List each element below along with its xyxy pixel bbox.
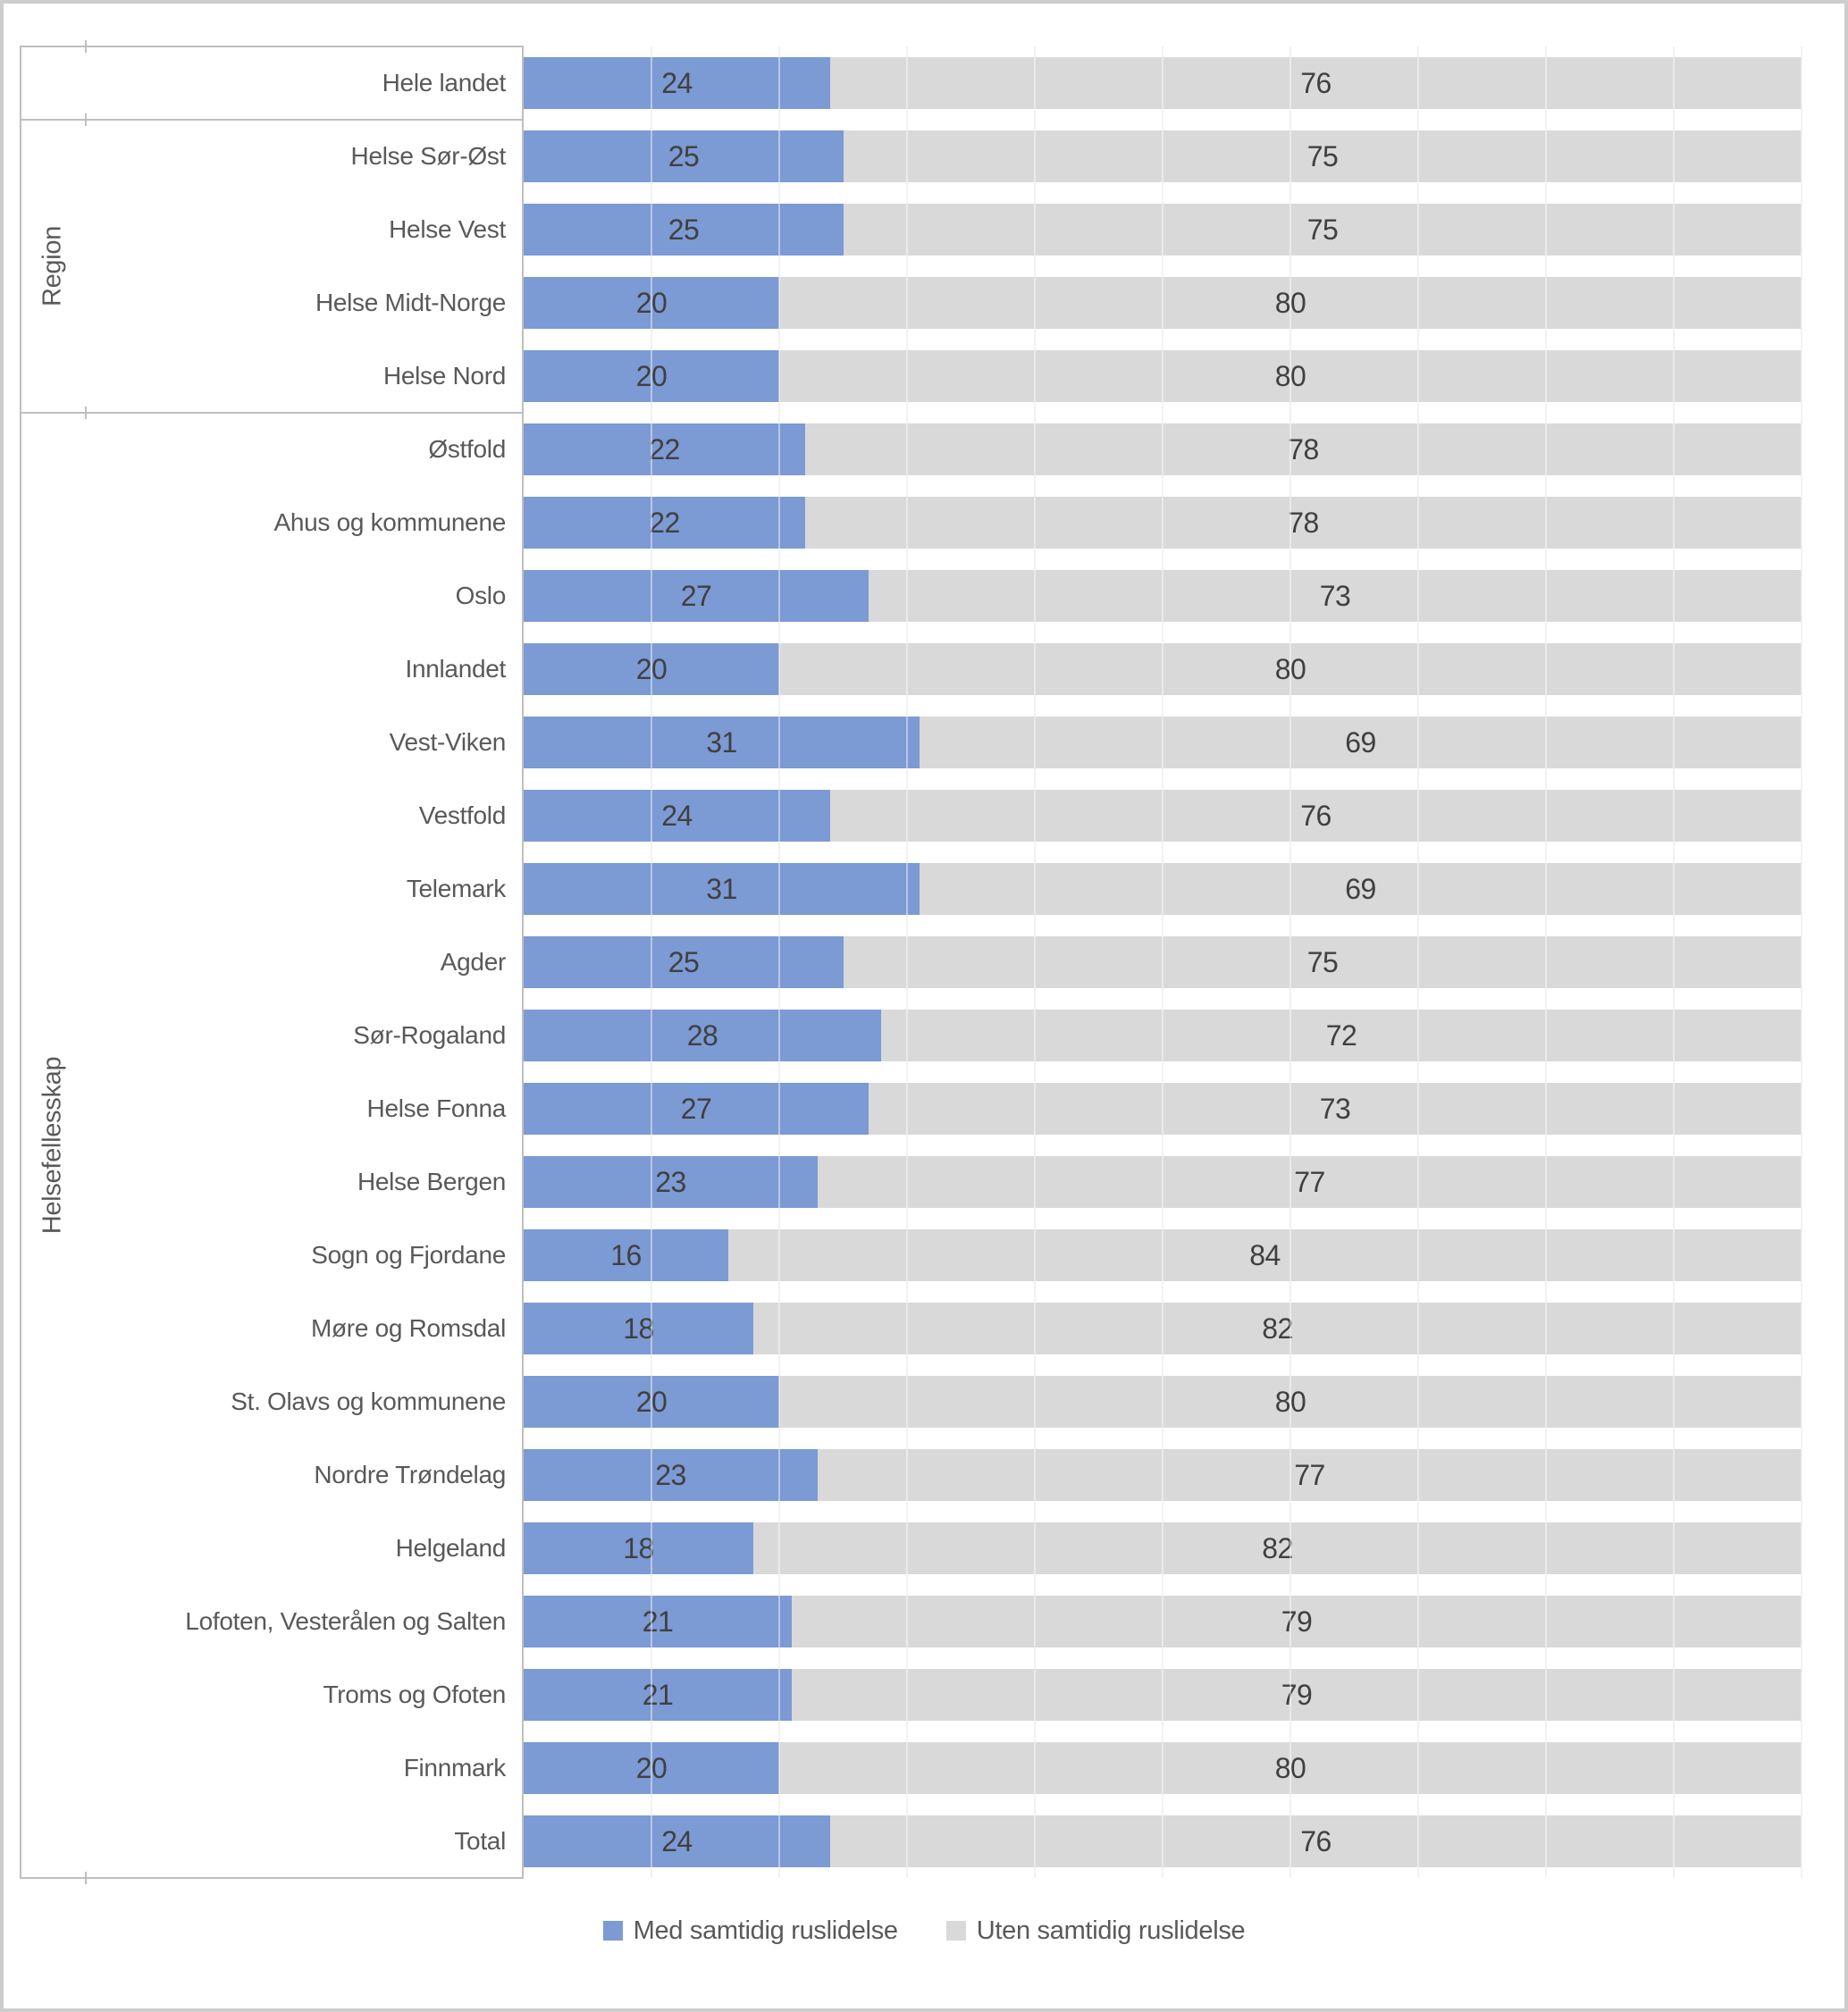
axis-border-right: [522, 46, 524, 1879]
value-label-med: 18: [623, 1532, 654, 1564]
category-label: Helse Fonna: [366, 1094, 506, 1122]
value-label-uten: 79: [1281, 1679, 1313, 1711]
gridline-overlay: [1545, 46, 1547, 1878]
value-label-uten: 69: [1345, 873, 1376, 905]
category-label: Total: [454, 1827, 506, 1855]
value-label-uten: 76: [1300, 1825, 1331, 1857]
value-label-uten: 78: [1288, 433, 1319, 465]
category-label: Hele landet: [382, 69, 506, 96]
legend-label: Med samtidig ruslidelse: [633, 1916, 898, 1945]
gridline-overlay: [906, 46, 908, 1878]
value-label-med: 20: [635, 360, 668, 392]
value-label-uten: 69: [1345, 726, 1376, 759]
gridline-overlay: [1289, 46, 1291, 1878]
value-label-med: 25: [668, 946, 700, 978]
legend-swatch-icon: [946, 1921, 966, 1941]
axis-divider: [20, 1877, 524, 1879]
axis-border-left: [20, 46, 21, 1879]
value-label-med: 22: [649, 507, 680, 539]
category-label: Nordre Trøndelag: [314, 1461, 506, 1488]
category-label: Vestfold: [418, 801, 506, 829]
value-label-uten: 79: [1281, 1605, 1313, 1638]
axis-tick: [85, 407, 87, 419]
category-label: Telemark: [406, 875, 506, 902]
category-label: Helse Vest: [389, 215, 506, 243]
axis-divider: [20, 46, 524, 47]
value-label-uten: 80: [1274, 1752, 1306, 1784]
axis-tick: [85, 40, 87, 53]
category-label: Helgeland: [395, 1534, 506, 1562]
value-label-med: 20: [635, 653, 668, 685]
legend-swatch-icon: [603, 1921, 623, 1941]
value-label-med: 23: [655, 1166, 686, 1198]
gridline-overlay: [1162, 46, 1163, 1878]
value-label-med: 25: [668, 214, 700, 246]
value-label-uten: 76: [1300, 800, 1331, 832]
value-label-med: 21: [642, 1605, 674, 1638]
value-label-med: 23: [655, 1459, 686, 1491]
category-label: Ahus og kommunene: [273, 508, 506, 536]
axis-tick: [85, 113, 87, 126]
value-label-uten: 75: [1306, 946, 1339, 978]
category-label: Helse Midt-Norge: [315, 289, 506, 316]
legend-item: [603, 1916, 898, 1946]
category-label: Helse Nord: [382, 362, 506, 390]
value-label-med: 20: [635, 287, 668, 319]
gridline-overlay: [1417, 46, 1419, 1878]
value-label-med: 24: [661, 67, 693, 99]
value-label-uten: 77: [1294, 1459, 1325, 1491]
value-label-med: 24: [661, 800, 693, 832]
value-label-med: 16: [610, 1239, 642, 1271]
value-label-uten: 77: [1294, 1166, 1325, 1198]
gridline-overlay: [1034, 46, 1036, 1878]
category-label: Østfold: [428, 435, 506, 463]
value-label-med: 24: [661, 1825, 693, 1857]
value-label-uten: 76: [1300, 67, 1331, 99]
value-label-med: 18: [623, 1312, 654, 1345]
value-label-uten: 82: [1262, 1532, 1293, 1564]
value-label-uten: 84: [1249, 1239, 1281, 1271]
value-label-med: 27: [680, 580, 712, 612]
group-label-helsefellesskap: Helsefellesskap: [38, 1056, 67, 1235]
category-label: Finnmark: [403, 1754, 506, 1781]
category-label: St. Olavs og kommunene: [231, 1387, 506, 1415]
value-label-med: 27: [680, 1093, 712, 1125]
category-label: Sogn og Fjordane: [311, 1241, 506, 1269]
value-label-uten: 82: [1262, 1312, 1293, 1345]
category-label: Sør-Rogaland: [353, 1021, 506, 1049]
category-label: Helse Bergen: [357, 1168, 506, 1195]
category-label: Vest-Viken: [389, 728, 506, 756]
value-label-uten: 78: [1288, 507, 1319, 539]
value-label-med: 20: [635, 1752, 668, 1784]
value-label-uten: 80: [1274, 287, 1306, 319]
gridline-overlay: [1801, 46, 1802, 1878]
gridline-overlay: [1673, 46, 1675, 1878]
legend: [4, 1899, 1844, 1962]
value-label-uten: 72: [1325, 1019, 1357, 1052]
value-label-med: 31: [706, 726, 737, 759]
value-label-med: 22: [649, 433, 680, 465]
value-label-med: 31: [706, 873, 737, 905]
category-label: Møre og Romsdal: [310, 1314, 506, 1342]
axis-tick: [85, 1872, 87, 1884]
value-label-uten: 80: [1274, 653, 1306, 685]
value-label-uten: 80: [1274, 360, 1306, 392]
value-label-med: 20: [635, 1386, 668, 1418]
category-label: Oslo: [455, 582, 506, 609]
value-label-uten: 75: [1306, 140, 1339, 172]
value-label-uten: 73: [1319, 580, 1351, 612]
value-label-med: 28: [686, 1019, 718, 1052]
category-label: Troms og Ofoten: [323, 1681, 506, 1708]
gridline-overlay: [651, 46, 652, 1878]
axis-divider: [20, 412, 524, 414]
group-label-region: Region: [38, 225, 67, 307]
legend-item: [946, 1916, 1246, 1946]
category-label: Lofoten, Vesterålen og Salten: [185, 1607, 506, 1635]
value-label-med: 21: [642, 1679, 674, 1711]
legend-label: Uten samtidig ruslidelse: [976, 1916, 1246, 1945]
value-label-med: 25: [668, 140, 700, 172]
axis-divider: [20, 119, 524, 121]
category-label: Helse Sør-Øst: [350, 142, 506, 170]
category-label: Innlandet: [405, 655, 506, 683]
value-label-uten: 80: [1274, 1386, 1306, 1418]
value-label-uten: 75: [1306, 214, 1339, 246]
value-label-uten: 73: [1319, 1093, 1351, 1125]
category-label: Agder: [440, 948, 506, 976]
gridline-overlay: [778, 46, 780, 1878]
